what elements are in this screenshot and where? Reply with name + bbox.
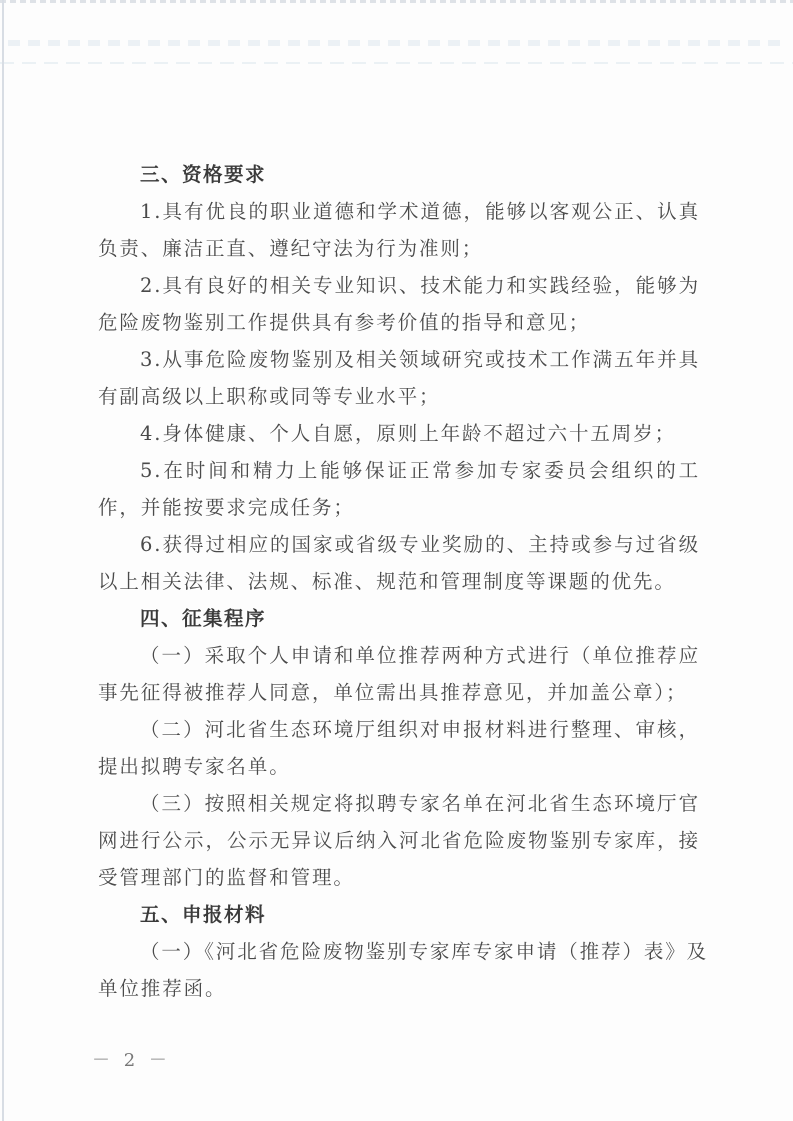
section-heading-materials: 五、申报材料 xyxy=(140,903,267,926)
paragraph-line: 6.获得过相应的国家或省级专业奖励的、主持或参与过省级 xyxy=(140,533,700,556)
paragraph-line: 危险废物鉴别工作提供具有参考价值的指导和意见； xyxy=(98,311,591,334)
paragraph-line: （三）按照相关规定将拟聘专家名单在河北省生态环境厅官 xyxy=(140,792,700,815)
paragraph-line: 2.具有良好的相关专业知识、技术能力和实践经验，能够为 xyxy=(140,274,700,297)
page-number: － 2 － xyxy=(92,1050,171,1071)
paragraph-line: 5.在时间和精力上能够保证正常参加专家委员会组织的工 xyxy=(140,459,700,482)
paragraph-line: 受管理部门的监督和管理。 xyxy=(98,866,355,889)
scan-artifact-band xyxy=(8,40,788,46)
paragraph-line: （二）河北省生态环境厅组织对申报材料进行整理、审核， xyxy=(140,718,700,741)
page-edge-rule xyxy=(2,0,4,1121)
paragraph-line: 3.从事危险废物鉴别及相关领域研究或技术工作满五年并具 xyxy=(140,348,700,371)
paragraph-line: 单位推荐函。 xyxy=(98,977,227,1000)
paragraph-line: 以上相关法律、法规、标准、规范和管理制度等课题的优先。 xyxy=(98,570,676,593)
scan-artifact-top xyxy=(0,0,793,3)
paragraph-line: 事先征得被推荐人同意，单位需出具推荐意见，并加盖公章）； xyxy=(98,681,688,704)
paragraph-line: 提出拟聘专家名单。 xyxy=(98,755,291,778)
document-body xyxy=(98,156,709,1007)
paragraph-line: 4.身体健康、个人自愿，原则上年龄不超过六十五周岁； xyxy=(140,422,677,445)
paragraph-line: 1.具有优良的职业道德和学术道德，能够以客观公正、认真 xyxy=(140,200,700,223)
section-heading-procedure: 四、征集程序 xyxy=(140,607,267,630)
paragraph-line: 网进行公示，公示无异议后纳入河北省危险废物鉴别专家库，接 xyxy=(98,829,700,852)
section-heading-qualifications: 三、资格要求 xyxy=(140,163,267,186)
paragraph-line: 有副高级以上职称或同等专业水平； xyxy=(98,385,441,408)
paragraph-line: （一）采取个人申请和单位推荐两种方式进行（单位推荐应 xyxy=(140,644,700,667)
paragraph-line: （一）《河北省危险废物鉴别专家库专家申请（推荐）表》及 xyxy=(140,940,709,963)
scan-artifact-band xyxy=(0,62,793,64)
paragraph-line: 负责、廉洁正直、遵纪守法为行为准则； xyxy=(98,237,484,260)
paragraph-line: 作，并能按要求完成任务； xyxy=(98,496,355,519)
